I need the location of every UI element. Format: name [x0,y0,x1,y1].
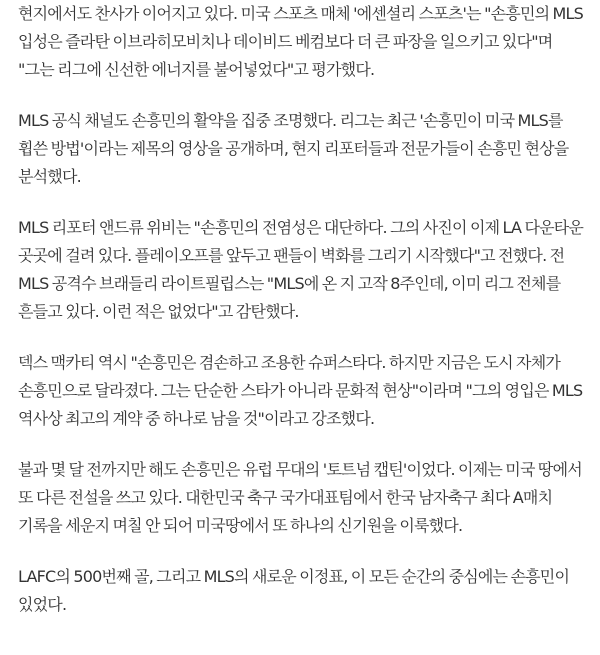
paragraph-gap [18,326,590,349]
paragraph-gap [18,433,590,456]
paragraph-gap [18,191,590,214]
paragraph-legend: 불과 몇 달 전까지만 해도 손흥민은 유럽 무대의 '토트넘 캡틴'이었다. 이제는 미국 땅에서 또 다른 전설을 쓰고 있다. 대한민국 축구 국가대표팀에서 한국 남자축구 최다 A매치 기록을 세운지 며칠 안 되어 미국땅에서 또 하나의 신기원을 이룩했다. [18,460,582,535]
paragraph-reporter-quotes: MLS 리포터 앤드류 위비는 "손흥민의 전염성은 대단하다. 그의 사진이 이제 LA 다운타운 곳곳에 걸려 있다. 플레이오프를 앞두고 팬들이 벽화를 그리기 시작했다"고 전했다. 전 MLS 공격수 브래들리 라이트필립스는 "MLS에 온 지 고작 8주인데, 이미 리그 전체를 흔들고 있다. 이런 적은 없었다"고 감탄했다. [18,218,584,321]
paragraph-mls-channel: MLS 공식 채널도 손흥민의 활약을 집중 조명했다. 리그는 최근 '손흥민이 미국 MLS를 휩쓴 방법'이라는 제목의 영상을 공개하며, 현지 리포터들과 전문가들이 손흥민 현상을 분석했다. [18,111,569,186]
paragraph-gap [18,84,590,107]
paragraph-praise: 현지에서도 찬사가 이어지고 있다. 미국 스포츠 매체 '에센셜리 스포츠'는 "손흥민의 MLS 입성은 즐라탄 이브라히모비치나 데이비드 베컴보다 더 큰 파장을 일으키고 있다"며 "그는 리그에 신선한 에너지를 불어넣었다"고 평가했다. [18,4,584,79]
paragraph-gap [18,540,590,563]
paragraph-dex-mccarty: 덱스 맥카티 역시 "손흥민은 겸손하고 조용한 슈퍼스타다. 하지만 지금은 도시 자체가 손흥민으로 달라졌다. 그는 단순한 스타가 아니라 문화적 현상"이라며 "그의 영입은 MLS 역사상 최고의 계약 중 하나로 남을 것"이라고 강조했다. [18,353,583,428]
paragraph-conclusion: LAFC의 500번째 골, 그리고 MLS의 새로운 이정표, 이 모든 순간의 중심에는 손흥민이 있었다. [18,567,570,614]
article-body [18,0,590,619]
